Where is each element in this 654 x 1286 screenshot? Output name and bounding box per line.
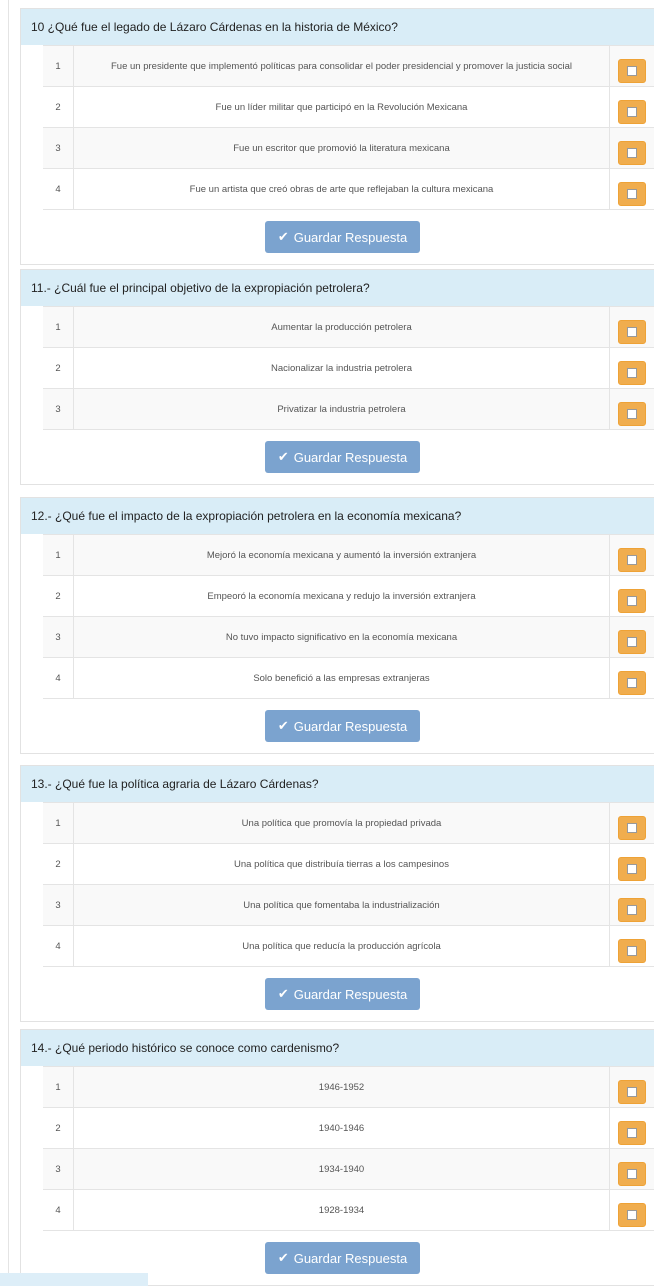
checkbox-square-icon [627, 1169, 637, 1179]
option-number: 3 [43, 617, 74, 657]
checkbox-square-icon [627, 327, 637, 337]
option-row [43, 926, 654, 967]
option-row [43, 348, 654, 389]
option-checkbox[interactable] [618, 100, 646, 124]
save-answer-label: Guardar Respuesta [293, 986, 408, 1002]
option-select-cell [609, 1149, 654, 1189]
option-select-cell [609, 1190, 654, 1230]
option-text: 1934-1940 [318, 1163, 365, 1175]
option-number: 1 [43, 46, 74, 86]
option-text: No tuvo impacto significativo en la economía mexicana [225, 631, 458, 643]
option-text: Una política que reducía la producción agrícola [242, 940, 441, 952]
question-title: 10 ¿Qué fue el legado de Lázaro Cárdenas en la historia de México? [21, 9, 654, 45]
option-row [43, 128, 654, 169]
option-text: 1928-1934 [318, 1204, 365, 1216]
save-answer-label: Guardar Respuesta [293, 1250, 408, 1266]
option-text: Fue un presidente que implementó políticas para consolidar el poder presidencial y promover la justicia social [111, 60, 572, 72]
option-number: 2 [43, 576, 74, 616]
option-number: 1 [43, 1067, 74, 1107]
checkbox-square-icon [627, 946, 637, 956]
option-checkbox[interactable] [618, 589, 646, 613]
option-number: 2 [43, 348, 74, 388]
option-row [43, 1108, 654, 1149]
options-table [43, 802, 654, 967]
option-select-cell [609, 576, 654, 616]
question-title: 11.- ¿Cuál fue el principal objetivo de la expropiación petrolera? [21, 270, 654, 306]
option-row [43, 617, 654, 658]
option-number: 3 [43, 1149, 74, 1189]
option-checkbox[interactable] [618, 182, 646, 206]
option-checkbox[interactable] [618, 898, 646, 922]
option-number: 2 [43, 1108, 74, 1148]
question-card [20, 497, 654, 754]
save-answer-button[interactable] [265, 1242, 420, 1274]
option-checkbox[interactable] [618, 630, 646, 654]
option-select-cell [609, 803, 654, 843]
option-checkbox[interactable] [618, 361, 646, 385]
question-title: 14.- ¿Qué periodo histórico se conoce como cardenismo? [21, 1030, 654, 1066]
option-select-cell [609, 1067, 654, 1107]
option-checkbox[interactable] [618, 141, 646, 165]
bottom-status-bar [0, 1273, 148, 1286]
save-answer-button[interactable] [265, 441, 420, 473]
option-number: 4 [43, 169, 74, 209]
save-button-row [21, 699, 654, 753]
option-number: 3 [43, 128, 74, 168]
options-table [43, 534, 654, 699]
checkbox-square-icon [627, 823, 637, 833]
option-checkbox[interactable] [618, 59, 646, 83]
checkbox-square-icon [627, 864, 637, 874]
option-text: Fue un artista que creó obras de arte que reflejaban la cultura mexicana [189, 183, 494, 195]
checkbox-square-icon [627, 1087, 637, 1097]
option-checkbox[interactable] [618, 1203, 646, 1227]
option-text: Mejoró la economía mexicana y aumentó la inversión extranjera [206, 549, 477, 561]
option-checkbox[interactable] [618, 857, 646, 881]
option-select-cell [609, 87, 654, 127]
checkmark-icon: ✔ [277, 1250, 289, 1265]
option-number: 4 [43, 926, 74, 966]
checkmark-icon: ✔ [277, 229, 289, 244]
option-text: Una política que distribuía tierras a los campesinos [234, 858, 449, 870]
question-title: 13.- ¿Qué fue la política agraria de Lázaro Cárdenas? [21, 766, 654, 802]
option-row [43, 658, 654, 699]
option-text: Aumentar la producción petrolera [271, 321, 412, 333]
save-button-row [21, 967, 654, 1021]
option-select-cell [609, 844, 654, 884]
option-select-cell [609, 535, 654, 575]
checkmark-icon: ✔ [277, 986, 289, 1001]
options-table [43, 45, 654, 210]
option-checkbox[interactable] [618, 816, 646, 840]
option-row [43, 844, 654, 885]
checkbox-square-icon [627, 905, 637, 915]
option-select-cell [609, 307, 654, 347]
option-text: Fue un escritor que promovió la literatura mexicana [233, 142, 450, 154]
checkbox-square-icon [627, 1128, 637, 1138]
option-select-cell [609, 1108, 654, 1148]
save-answer-button[interactable] [265, 710, 420, 742]
option-number: 1 [43, 307, 74, 347]
option-select-cell [609, 658, 654, 698]
option-row [43, 1067, 654, 1108]
option-row [43, 389, 654, 430]
option-text: Fue un líder militar que participó en la Revolución Mexicana [215, 101, 468, 113]
option-number: 4 [43, 658, 74, 698]
option-text: Solo benefició a las empresas extranjeras [253, 672, 430, 684]
option-text: Privatizar la industria petrolera [277, 403, 406, 415]
option-row [43, 535, 654, 576]
checkbox-square-icon [627, 148, 637, 158]
option-row [43, 885, 654, 926]
question-card [20, 765, 654, 1022]
question-card [20, 1029, 654, 1286]
option-text: Nacionalizar la industria petrolera [271, 362, 412, 374]
option-checkbox[interactable] [618, 548, 646, 572]
option-select-cell [609, 348, 654, 388]
checkbox-square-icon [627, 678, 637, 688]
option-text: Una política que fomentaba la industrialización [243, 899, 440, 911]
option-select-cell [609, 128, 654, 168]
checkmark-icon: ✔ [277, 718, 289, 733]
option-checkbox[interactable] [618, 1080, 646, 1104]
save-answer-button[interactable] [265, 221, 420, 253]
option-select-cell [609, 169, 654, 209]
option-row [43, 169, 654, 210]
option-text: Empeoró la economía mexicana y redujo la inversión extranjera [207, 590, 476, 602]
options-table [43, 306, 654, 430]
checkmark-icon: ✔ [277, 449, 289, 464]
save-button-row [21, 210, 654, 264]
question-card [20, 8, 654, 265]
option-text: 1946-1952 [318, 1081, 365, 1093]
save-answer-label: Guardar Respuesta [293, 229, 408, 245]
option-number: 3 [43, 885, 74, 925]
checkbox-square-icon [627, 368, 637, 378]
checkbox-square-icon [627, 1210, 637, 1220]
option-row [43, 87, 654, 128]
option-text: Una política que promovía la propiedad privada [241, 817, 442, 829]
option-number: 3 [43, 389, 74, 429]
option-number: 4 [43, 1190, 74, 1230]
save-answer-label: Guardar Respuesta [293, 449, 408, 465]
option-select-cell [609, 389, 654, 429]
option-select-cell [609, 46, 654, 86]
save-button-row [21, 430, 654, 484]
save-answer-button[interactable] [265, 978, 420, 1010]
option-number: 1 [43, 803, 74, 843]
option-number: 1 [43, 535, 74, 575]
checkbox-square-icon [627, 596, 637, 606]
save-answer-label: Guardar Respuesta [293, 718, 408, 734]
question-title: 12.- ¿Qué fue el impacto de la expropiación petrolera en la economía mexicana? [21, 498, 654, 534]
options-table [43, 1066, 654, 1231]
checkbox-square-icon [627, 637, 637, 647]
option-checkbox[interactable] [618, 939, 646, 963]
option-select-cell [609, 926, 654, 966]
option-checkbox[interactable] [618, 1121, 646, 1145]
option-checkbox[interactable] [618, 320, 646, 344]
checkbox-square-icon [627, 107, 637, 117]
checkbox-square-icon [627, 66, 637, 76]
option-row [43, 307, 654, 348]
option-checkbox[interactable] [618, 402, 646, 426]
option-row [43, 576, 654, 617]
checkbox-square-icon [627, 555, 637, 565]
option-select-cell [609, 617, 654, 657]
option-number: 2 [43, 844, 74, 884]
option-row [43, 1149, 654, 1190]
option-checkbox[interactable] [618, 1162, 646, 1186]
option-number: 2 [43, 87, 74, 127]
option-row [43, 46, 654, 87]
option-row [43, 1190, 654, 1231]
checkbox-square-icon [627, 409, 637, 419]
option-text: 1940-1946 [318, 1122, 365, 1134]
option-checkbox[interactable] [618, 671, 646, 695]
checkbox-square-icon [627, 189, 637, 199]
option-select-cell [609, 885, 654, 925]
option-row [43, 803, 654, 844]
page-frame-line [8, 0, 9, 1286]
question-card [20, 269, 654, 485]
